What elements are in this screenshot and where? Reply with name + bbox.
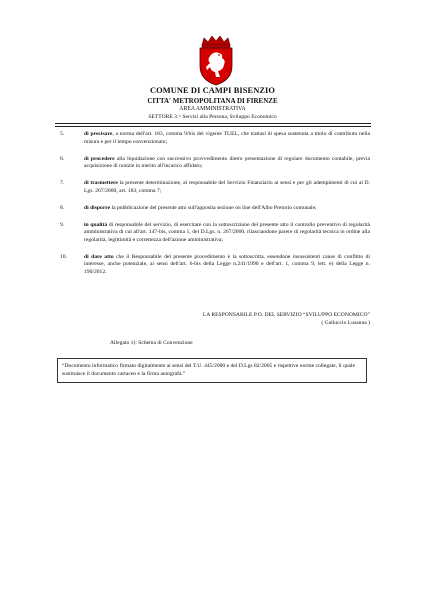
digital-signature-note: “Documento informatico firmato digitalmente ai sensi del T.U. 445/2000 e del D.Lgs 82/2005 e rispettive norme collegate, il quale sostituisce il documento cartaceo e la firma autografa.”: [57, 358, 367, 383]
list-item: [60, 205, 370, 213]
attachment-reference: Allegato 1): Schema di Convenzione: [110, 340, 193, 346]
list-item: [60, 222, 370, 245]
signature-block: [170, 312, 370, 327]
list-item: [60, 131, 370, 146]
signature-name: ( Galluccio Lusanna ): [321, 319, 370, 326]
municipality-title: COMUNE DI CAMPI BISENZIO: [149, 86, 275, 95]
header-divider-bottom: [55, 126, 371, 127]
item-text: la presente determinazione, al responsabile del Servizio Finanziario ai sensi e per gli adempimenti di cui al D. Lgs. 267/2000, art. 183, comma 7;: [84, 180, 370, 194]
item-number: 10.: [60, 253, 67, 260]
item-lead: di dare atto: [84, 253, 114, 260]
item-number: 5.: [60, 131, 65, 137]
item-lead: di trasmettere: [84, 180, 118, 187]
item-text: che il Responsabile del presente procedimento è la sottoscritta, essendone insussistenti cause di conflitto di interesse, anche potenziale, ai sensi dell'art. 6-bis della Legge n.241/1990 e dell'art. 1, comma 9, lett. e) della Legge n. 190/2012.: [84, 253, 370, 276]
item-number: 6.: [60, 155, 65, 162]
list-item: [60, 180, 370, 195]
item-text: di responsabile del servizio, di esercitare con la sottoscrizione del presente atto il controllo preventivo di regolarità amministrativa di cui all'art. 147-bis, comma 1, del D.Lgs. n. 267/2000, rilasciandone parere di regolarità tecnica in ordine alla regolarità, legittimità e correttezza dell'azione amministrativa;: [84, 221, 370, 243]
item-lead: di disporre: [84, 204, 111, 211]
header-divider-top: [55, 123, 371, 124]
decision-items-list: [60, 131, 370, 286]
item-number: 8.: [60, 204, 65, 211]
list-item: [60, 254, 370, 277]
item-text: , a norma dell'art. 183, comma 9/bis del vigente TUEL, che trattasi di spesa sostenuta a titolo di contributo nella misura e per il tempo convenzionato;: [84, 131, 370, 145]
item-number: 9.: [60, 221, 65, 228]
item-lead: in qualità: [84, 221, 108, 228]
item-number: 7.: [60, 180, 65, 187]
item-lead: di precisare: [84, 131, 113, 137]
item-lead: di procedere: [84, 155, 115, 162]
metro-city-title: CITTA' METROPOLITANA DI FIRENZE: [147, 97, 278, 105]
signature-title: LA RESPONSABILE P.O. DEL SERVIZIO “SVILUPPO ECONOMICO”: [202, 312, 370, 318]
coat-of-arms-icon: [196, 36, 236, 86]
sector-title: SETTORE 3.^ Servizi alla Persona, Sviluppo Economico: [148, 113, 277, 120]
area-title: AREA AMMINISTRATIVA: [179, 106, 246, 112]
list-item: [60, 156, 370, 171]
item-text: la pubblicazione del presente atto sull'apposita sezione on line dell'Albo Pretorio comunale;: [110, 204, 317, 211]
item-text: alla liquidazione con successivo provvedimento dietro presentazione di regolare documento contabile, previa acquisizione di notizie in merito all'incarico affidato;: [84, 155, 371, 170]
